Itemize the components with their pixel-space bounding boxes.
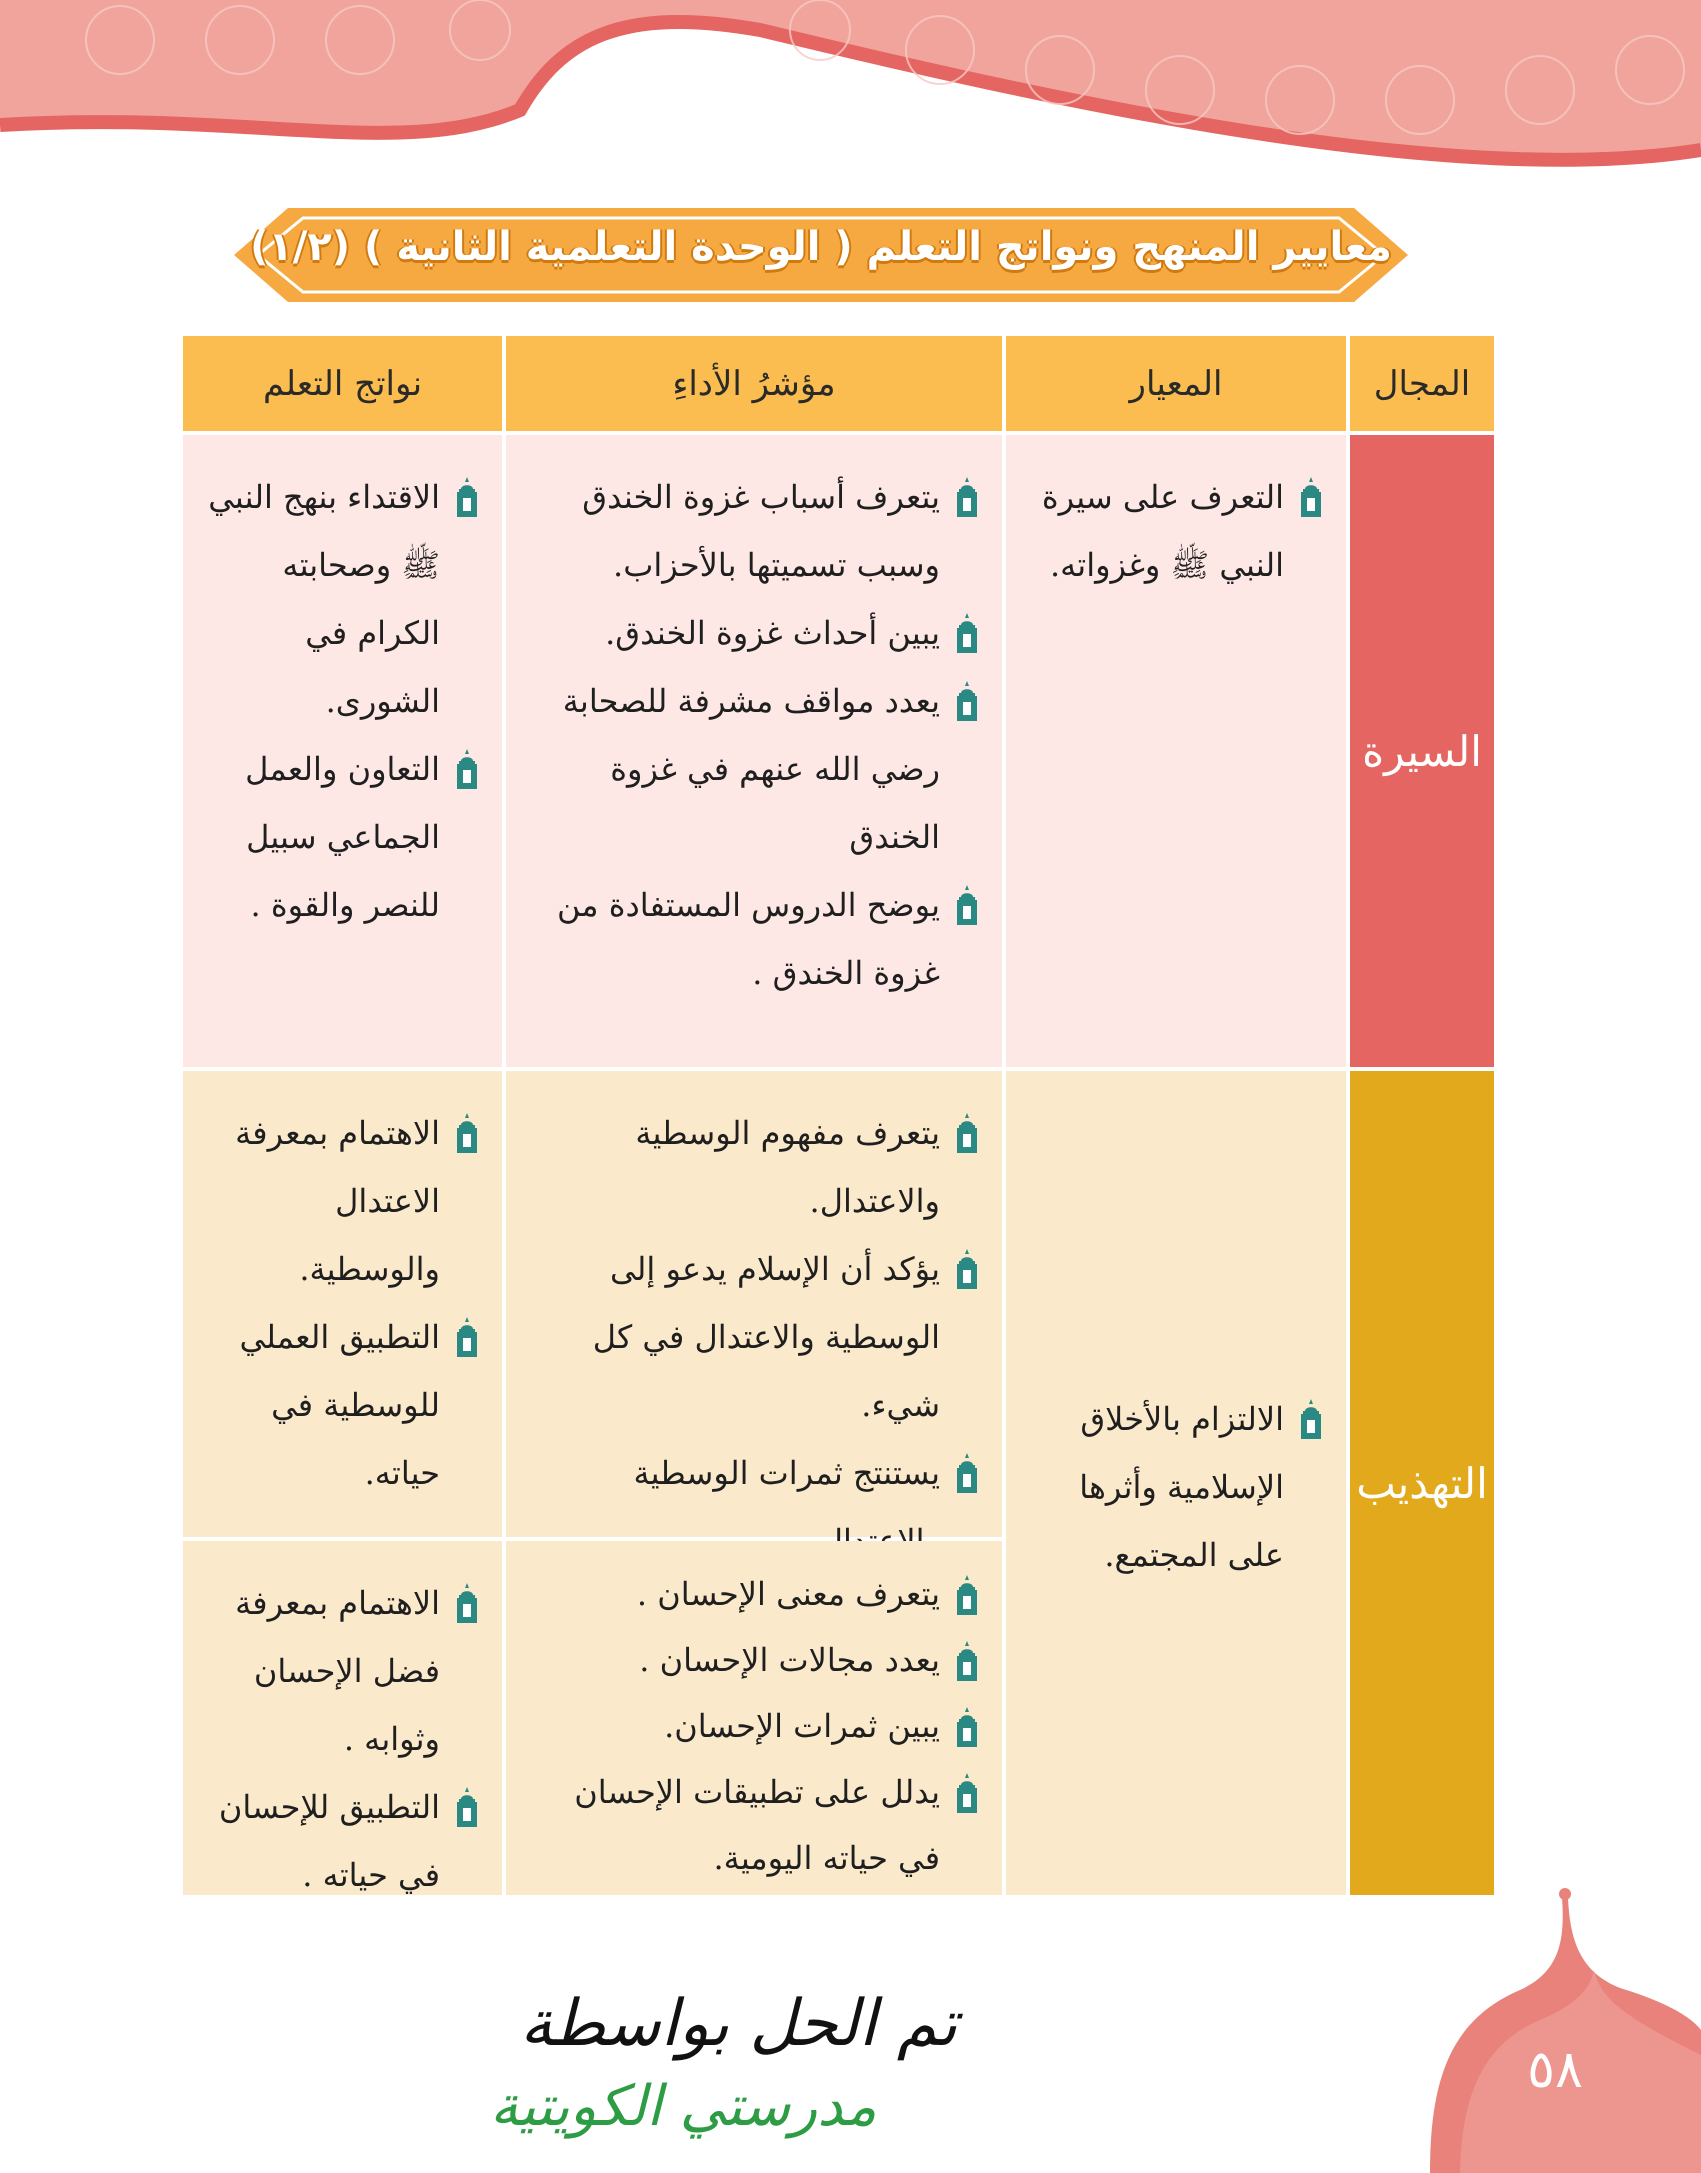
minaret-icon-graphic	[954, 477, 980, 517]
minaret-icon-graphic	[454, 749, 480, 789]
page-number: ٥٨	[1527, 2040, 1583, 2100]
header-domain: المجال	[1350, 336, 1494, 431]
list-item	[524, 1627, 980, 1693]
finial	[1559, 1888, 1571, 1900]
list-item	[524, 1235, 980, 1439]
item-text: يتعرف معنى الإحسان .	[636, 1575, 940, 1613]
tahdheeb-indicators-1-cell	[506, 1071, 1002, 1537]
item-text: التطبيق العملي للوسطية في حياته.	[239, 1318, 440, 1492]
domain-tahdheeb: التهذيب	[1350, 1071, 1494, 1895]
top-banner	[0, 0, 1701, 190]
list-item	[201, 1099, 480, 1303]
standards-table	[183, 336, 1525, 1904]
item-text: يبين أحداث غزوة الخندق.	[605, 614, 940, 652]
list-item	[201, 735, 480, 939]
minaret-icon-graphic	[454, 1317, 480, 1357]
minaret-icon-graphic	[954, 1707, 980, 1747]
seera-outcomes-cell	[183, 435, 502, 1067]
header-indicators: مؤشرُ الأداءِ	[506, 336, 1002, 431]
item-text: يبين ثمرات الإحسان.	[664, 1707, 940, 1745]
item-text: يوضح الدروس المستفادة من غزوة الخندق .	[557, 886, 940, 992]
minaret-icon-graphic	[954, 1113, 980, 1153]
signature-line1: تم الحل بواسطة	[520, 1987, 958, 2061]
list-item	[201, 1773, 480, 1909]
banner-shape	[0, 0, 1701, 160]
page-title: معايير المنهج ونواتج التعلم ( الوحدة التعلمية الثانية ) (١/٢)	[250, 224, 1392, 270]
minaret-icon-graphic	[954, 885, 980, 925]
minaret-icon-graphic	[454, 1113, 480, 1153]
list-item	[201, 1303, 480, 1507]
minaret-icon-graphic	[454, 477, 480, 517]
minaret-icon-graphic	[454, 1787, 480, 1827]
minaret-icon-graphic	[1298, 477, 1324, 517]
item-text: يتعرف أسباب غزوة الخندق وسبب تسميتها بالأحزاب.	[582, 478, 940, 584]
item-text: يعدد مجالات الإحسان .	[639, 1641, 940, 1679]
signature-line2: مدرستي الكويتية	[490, 2074, 877, 2139]
minaret-icon-graphic	[954, 1641, 980, 1681]
list-item	[524, 1561, 980, 1627]
list-item	[201, 463, 480, 735]
tahdheeb-outcomes-2-cell	[183, 1541, 502, 1895]
item-text: التعرف على سيرة النبي ﷺ وغزواته.	[1041, 478, 1284, 584]
list-item	[524, 1693, 980, 1759]
minaret-icon-graphic	[954, 1575, 980, 1615]
list-item	[524, 1099, 980, 1235]
list-item	[1024, 1385, 1324, 1589]
minaret-icon-graphic	[954, 1249, 980, 1289]
item-text: الاقتداء بنهج النبي ﷺ وصحابته الكرام في الشورى.	[208, 478, 440, 720]
tahdheeb-outcomes-1-cell	[183, 1071, 502, 1537]
seera-standard-cell	[1006, 435, 1346, 1067]
item-text: يتعرف مفهوم الوسطية والاعتدال.	[635, 1114, 940, 1220]
tahdheeb-standard-cell	[1006, 1071, 1346, 1895]
list-item	[524, 1759, 980, 1891]
item-text: يدلل على تطبيقات الإحسان في حياته اليومية.	[574, 1773, 940, 1877]
minaret-icon-graphic	[954, 1453, 980, 1493]
list-item	[524, 667, 980, 871]
tahdheeb-indicators-2-cell	[506, 1541, 1002, 1895]
list-item	[524, 871, 980, 1007]
item-text: يؤكد أن الإسلام يدعو إلى الوسطية والاعتدال في كل شيء.	[592, 1250, 940, 1424]
list-item	[524, 599, 980, 667]
corner-ornament	[1390, 1880, 1701, 2173]
title-ribbon	[228, 200, 1414, 310]
item-text: الاهتمام بمعرفة الاعتدال والوسطية.	[235, 1114, 440, 1288]
item-text: يستنتج ثمرات الوسطية	[633, 1454, 940, 1492]
item-text: التعاون والعمل الجماعي سبيل للنصر والقوة .	[245, 750, 440, 924]
minaret-icon-graphic	[954, 1773, 980, 1813]
item-text: يعدد مواقف مشرفة للصحابة رضي الله عنهم في غزوة الخندق	[562, 682, 940, 856]
item-text: التطبيق للإحسان في حياته .	[218, 1788, 440, 1894]
list-item	[1024, 463, 1324, 599]
domain-seera: السيرة	[1350, 435, 1494, 1067]
list-item	[524, 463, 980, 599]
header-outcomes: نواتج التعلم	[183, 336, 502, 431]
item-text: الالتزام بالأخلاق الإسلامية وأثرها على المجتمع.	[1079, 1400, 1284, 1574]
header-standard: المعيار	[1006, 336, 1346, 431]
minaret-icon-graphic	[1298, 1399, 1324, 1439]
minaret-icon-graphic	[954, 681, 980, 721]
minaret-icon-graphic	[954, 613, 980, 653]
signature	[30, 1975, 958, 2145]
list-item	[201, 1569, 480, 1773]
item-text: الاهتمام بمعرفة فضل الإحسان وثوابه .	[235, 1584, 440, 1758]
minaret-icon-graphic	[454, 1583, 480, 1623]
seera-indicators-cell	[506, 435, 1002, 1067]
